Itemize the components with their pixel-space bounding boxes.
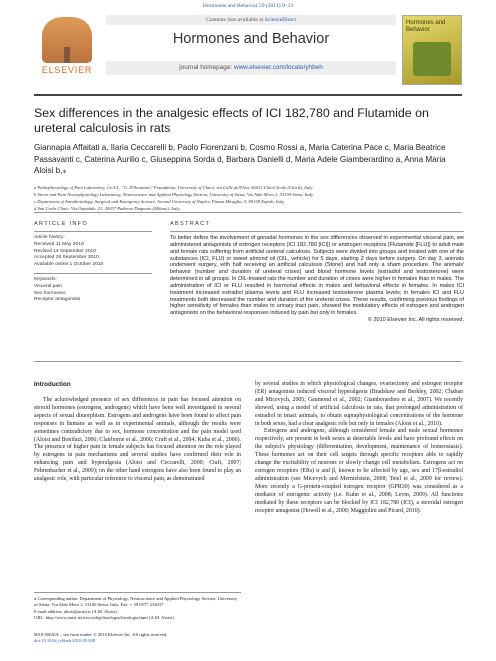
journal-cover-thumbnail — [402, 15, 462, 85]
homepage-link[interactable]: www.elsevier.com/locate/yhbeh — [233, 64, 323, 71]
affiliation-a: a Pathophysiology of Pain Laboratory, Ce.S.I., "G. D'Annunzio" Foundation, University of Chieti, via Colle dell'Ara, 66013 Chieti Scalo (Chieti), Italy — [34, 185, 313, 190]
body-column-right — [255, 381, 463, 515]
keywords-divider — [34, 273, 152, 274]
history-accepted: Accepted 26 September 2010 — [34, 255, 99, 261]
article-info-panel — [34, 221, 152, 304]
issn-line: 0018-506X/$ – see front matter © 2010 Elsevier Inc. All rights reserved. — [34, 632, 168, 637]
abstract-text: To better define the involvement of gonadal hormones in the sex differences observed in experimental visceral pain, we administered antagonists of estrogen receptors (ICI 182,780 [ICI]) or androgen receptors (Flutamide [FLU]) to adult male and female rats suffering from artificial ureteral calculosis. Subjects were divided into groups and treated with one of the substances (ICI, FLU) or sweet almond oil (OIL, vehicle) for 5 days, starting 2 days before surgery. On day 3, animals underwent surgery, with half receiving an artificial calculosis (Stone) and half only a sham procedure. The animals' behavior (number and duration of ureteral crises) and blood hormone levels (estradiol and testosterone) were determined in all groups. In OIL-treated rats the number and duration of crises were higher in females than in males. The administration of ICI or FLU resulted in hormonal effects in males and behavioral effects in females. In males ICI treatment increased estradiol plasma levels and FLU increased testosterone plasma levels; in females ICI and FLU treatments both decreased the number and duration of the ureteral crises. These results, confirming previous findings of higher sensitivity of females than males to urinary tract pain, showed the modulatory effects of estrogen and androgen antagonists on the behavioral responses induced by pain but only in females. — [170, 235, 464, 317]
contents-prefix: Contents lists available at — [205, 17, 265, 23]
footnotes — [34, 592, 241, 621]
contents-bar — [106, 15, 396, 25]
abstract-panel — [170, 221, 464, 323]
publisher-name: ELSEVIER — [41, 65, 93, 75]
url-note[interactable]: URL: http://www.unisi.it/ricerca/dip/fisiologia/fisiologia.html (A.M. Aloisi). — [34, 614, 175, 620]
body-paragraph: The acknowledged presence of sex differences in pain has focused attention on steroid hormones (estrogens, androgens) which have been well investigated in several aspects of sexual dimorphism. Estrogens and androgens have been found to affect pain responses in humans as well as in experimental animals, although the results were sometimes contradictory due to sex, hormone concentration and the pain model used (Aloisi and Bonifazi, 2006; Clairborne et al., 2006; Craft et al., 2004; Kuba et al., 2006). The presence of higher pain in female subjects has focused attention on the role played by estrogens in pain mechanisms and several studies have confirmed their role in enhancing pain and hyperalgesia (Aloisi and Ceccarelli, 2000; Craft, 2007; Fehrenbacher et al., 2009); on the other hand estrogens have also been found to play an analgesic role, with particular reference to visceral pain, as demonstrated — [34, 397, 241, 483]
journal-homepage-bar — [106, 61, 396, 75]
article-info-heading: ARTICLE INFO — [34, 221, 89, 227]
affiliation-d: d San Carlo Clinic, Via Ospedale, 21, 20037 Paderno Dugnano (Milano), Italy — [34, 206, 180, 211]
cover-title: Hormones and Behavior — [406, 20, 446, 33]
front-matter-divider — [34, 212, 462, 213]
info-divider — [34, 231, 152, 232]
corresponding-author-note: ⁎ Corresponding author. Department of Physiology, Neuroscience and Applied Physiology Section, University of Siena, Via Aldo Moro 2, 53100 Siena, Italy. Fax: + 39 0577 234037. — [34, 596, 238, 608]
affiliation-list — [34, 184, 464, 212]
introduction-heading: Introduction — [34, 381, 71, 388]
cover-art-image — [413, 42, 451, 76]
doi-link[interactable]: doi:10.1016/j.yhbeh.2010.09.008 — [34, 638, 96, 644]
body-column-left — [34, 381, 241, 484]
author-list: Giannapia Affaitati a, Ilaria Ceccarelli b, Paolo Fiorenzani b, Cosmo Rossi a, Maria Caterina Pace c, Maria Beatrice Passavanti c, Caterina Aurilio c, Giuseppina Sorda d, Barbara Danielli d, Maria Adele Giamberardino a, Anna Maria Aloisi b,⁎ — [34, 143, 446, 175]
masthead-divider — [34, 94, 462, 96]
keyword-item: Sex hormones — [34, 290, 66, 296]
journal-title: Hormones and Behavior — [172, 31, 330, 47]
email-note[interactable]: E-mail address: aloisi@unisi.it (A.M. Aloisi). — [34, 608, 118, 614]
abstract-copyright: © 2010 Elsevier Inc. All rights reserved. — [367, 317, 464, 324]
issn-doi-block — [34, 632, 241, 645]
sciencedirect-link[interactable]: ScienceDirect — [264, 17, 297, 23]
history-online: Available online 1 October 2010 — [34, 262, 104, 268]
affiliation-c: c Department of Anesthesiology, Surgical and Emergency Science, Second University of Naples, Piazza Miraglia, 5, 80138 Napoli, Italy — [34, 199, 285, 204]
journal-masthead — [34, 15, 462, 95]
keyword-item: Visceral pain — [34, 283, 62, 289]
elsevier-tree-icon — [42, 17, 92, 63]
history-received: Received 11 May 2010 — [34, 241, 84, 247]
article-title: Sex differences in the analgesic effects of ICI 182,780 and Flutamide on ureteral calculosis in rats — [34, 106, 429, 135]
running-header: Hormones and Behavior 59 (2011) 9–13 — [202, 3, 294, 9]
elsevier-logo — [34, 15, 100, 79]
history-label: Article history: — [34, 235, 65, 240]
abstract-end-divider — [34, 361, 462, 362]
abstract-divider — [170, 231, 464, 232]
affiliation-b: b Stress and Pain Neurophysiology Laboratory, Neuroscience and Applied Physiology Section, University of Siena, Via Aldo Moro 2, 53100 Siena, Italy — [34, 192, 314, 197]
body-paragraph: by several studies in which physiological changes, ovariectomy and estrogen receptor (ER) antagonists induced visceral hyperalgesia (Bradshaw and Berkley, 2002; Chaban and Micevych, 2005; Gaumond et al., 2002; Giamberardino et al., 2007). We recently showed, using a model of artificial calculosis in rats, that prolonged administration of estradiol in intact animals, to obtain supraphysiological concentrations of the hormone in both sexes, had a clear analgesic role but only in females (Aloisi et al., 2010). — [255, 381, 463, 427]
keywords-label: Keywords: — [34, 276, 57, 282]
keyword-item: Receptor antagonists — [34, 297, 81, 303]
body-paragraph: Estrogens and androgens, although considered female and male sexual hormones respectively, are present in both sexes at detectable levels and have profound effects on the subject's physiology (differentiation, development, maintenance of homeostasis). These hormones act on their cell targets through specific receptors able to rapidly change the excitability of neurons or slowly change cell metabolism. Estrogens act on estrogen receptors (ERs) α and β, known to be affected by age, sex and 17β-estradiol administration (see Micevych and Mermelstein, 2008; Tetel et al., 2009 for review). More recently a G-protein-coupled estrogen receptor (GPR30) was considered as a mediator of estrogenic activity (i.e. Kuhn et al., 2008; Levin, 2009). All functions mediated by these receptors can be blocked by ICI 182,780 (ICI), a steroidal estrogen receptor antagonist (Howell et al., 2000; Maggiolini and Picard, 2010). — [255, 428, 463, 514]
history-revised: Revised 14 September 2010 — [34, 248, 96, 254]
homepage-prefix: journal homepage: — [179, 64, 234, 71]
abstract-heading: ABSTRACT — [170, 221, 211, 227]
